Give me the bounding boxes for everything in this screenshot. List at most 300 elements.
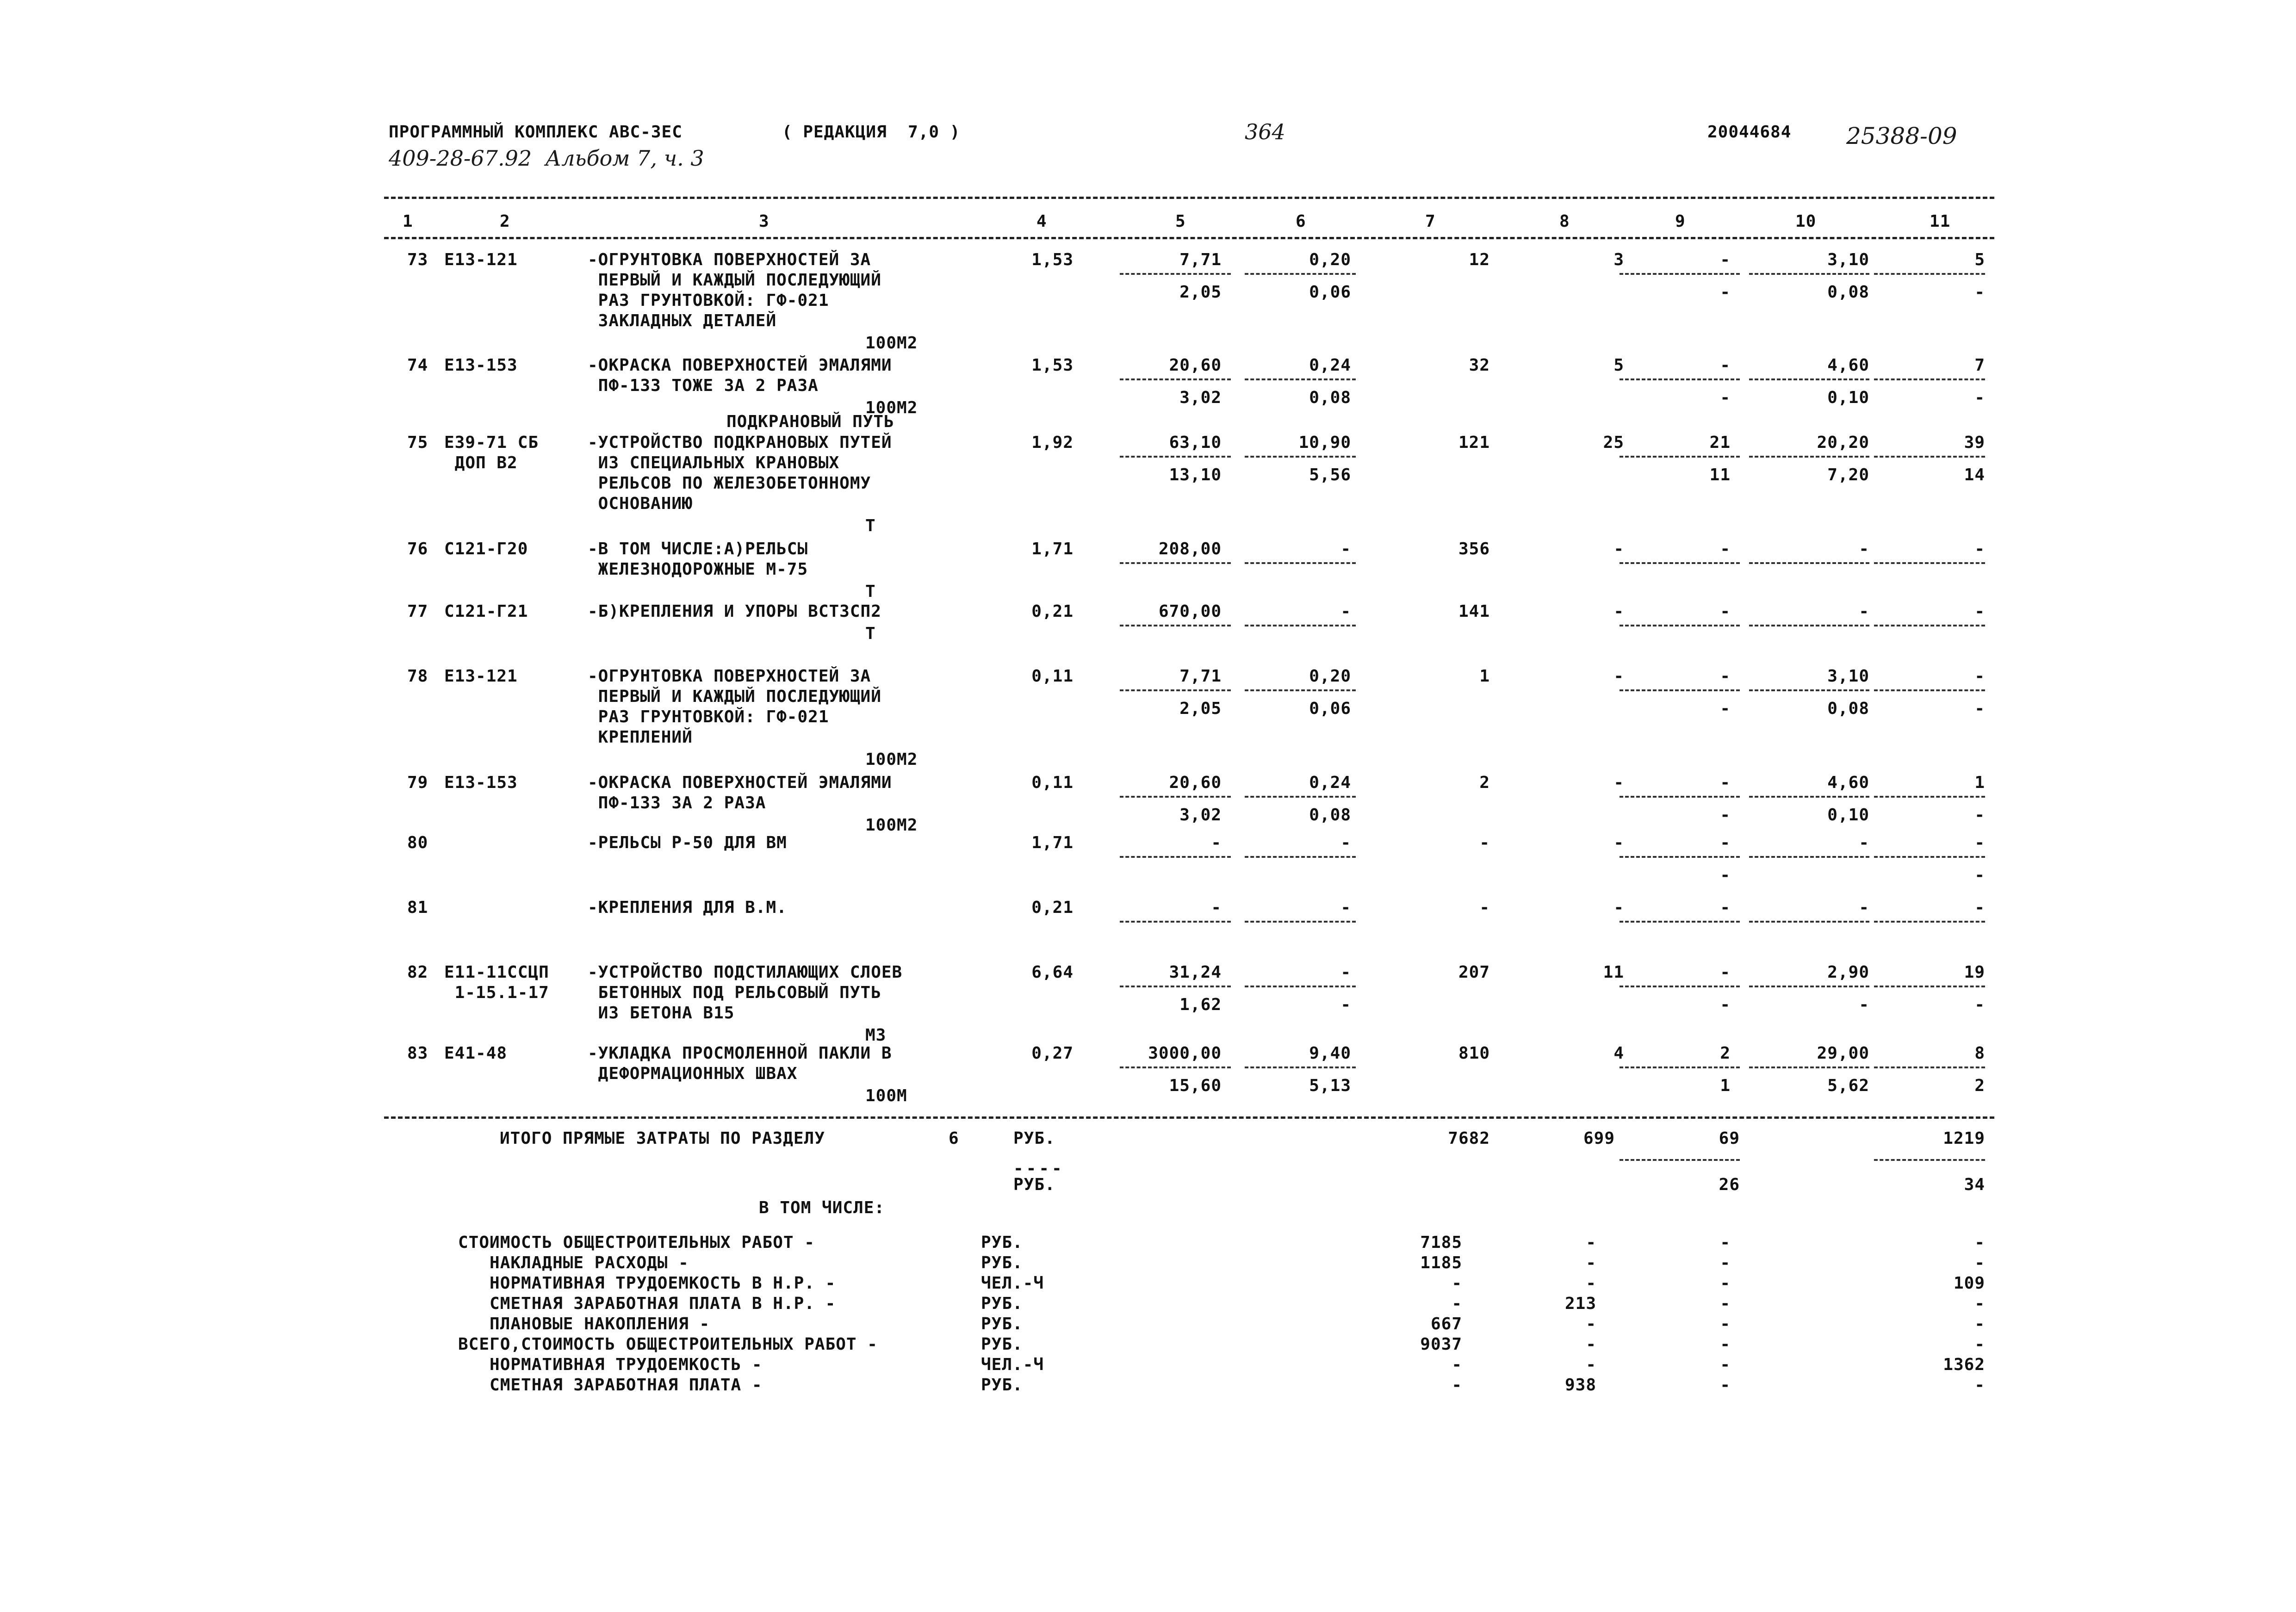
col11-labor-machine: - bbox=[1974, 699, 1985, 718]
col5-rule bbox=[1120, 689, 1231, 691]
col5-unit-cost: 20,60 bbox=[1169, 773, 1222, 792]
col11-rule bbox=[1874, 456, 1985, 458]
col10-rule bbox=[1749, 273, 1869, 275]
col4-quantity: 1,53 bbox=[1031, 356, 1074, 375]
col5-unit-cost: 208,00 bbox=[1158, 539, 1222, 558]
summary-col9: - bbox=[1720, 1274, 1731, 1293]
col4-quantity: 1,71 bbox=[1031, 833, 1074, 852]
header-top-rule bbox=[384, 197, 1994, 199]
col10-labor-machine: - bbox=[1859, 995, 1869, 1014]
unit-of-measure: М3 bbox=[865, 1026, 887, 1045]
total-col7: 7682 bbox=[1448, 1129, 1490, 1148]
col7-total-cost: 32 bbox=[1469, 356, 1490, 375]
col10-rule bbox=[1749, 856, 1869, 858]
summary-unit: РУБ. bbox=[981, 1233, 1023, 1252]
col9-machine-wage: - bbox=[1720, 995, 1731, 1014]
col9-machine: - bbox=[1720, 602, 1731, 621]
col9-machine-wage: - bbox=[1720, 806, 1731, 825]
total-unit-a: РУБ. bbox=[1013, 1129, 1055, 1148]
col9-machine-wage: - bbox=[1720, 866, 1731, 885]
col10-labor: - bbox=[1859, 539, 1869, 558]
col6-rule bbox=[1245, 378, 1356, 380]
col7-total-cost: 810 bbox=[1458, 1044, 1490, 1063]
summary-col9: - bbox=[1720, 1294, 1731, 1313]
summary-col11: - bbox=[1974, 1376, 1985, 1395]
col11-labor-total: - bbox=[1974, 667, 1985, 686]
col4-quantity: 6,64 bbox=[1031, 963, 1074, 982]
col9-rule bbox=[1620, 689, 1740, 691]
col5-rule bbox=[1120, 378, 1231, 380]
col8-total-wage: 4 bbox=[1613, 1044, 1624, 1063]
col6-unit-wage: 0,24 bbox=[1309, 356, 1351, 375]
col4-quantity: 0,11 bbox=[1031, 773, 1074, 792]
col5-machine-cost: 3,02 bbox=[1179, 806, 1222, 825]
col4-quantity: 1,92 bbox=[1031, 433, 1074, 452]
col6-machine-wage: 0,06 bbox=[1309, 699, 1351, 718]
col10-rule bbox=[1749, 1066, 1869, 1068]
column-number: 4 bbox=[1036, 212, 1047, 231]
col5-unit-cost: - bbox=[1211, 833, 1222, 852]
col5-rule bbox=[1120, 921, 1231, 923]
col8-total-wage: - bbox=[1613, 667, 1624, 686]
row-number: 76 bbox=[407, 539, 428, 558]
summary-col9: - bbox=[1720, 1314, 1731, 1333]
col6-unit-wage: 0,24 bbox=[1309, 773, 1351, 792]
summary-label: НОРМАТИВНАЯ ТРУДОЕМКОСТЬ В Н.Р. - bbox=[458, 1274, 836, 1293]
row-number: 83 bbox=[407, 1044, 428, 1063]
col9-rule bbox=[1620, 986, 1740, 987]
edition-label: ( РЕДАКЦИЯ 7,0 ) bbox=[782, 123, 961, 142]
col8-total-wage: - bbox=[1613, 539, 1624, 558]
unit-of-measure: 100М2 bbox=[865, 398, 918, 417]
row-number: 81 bbox=[407, 898, 428, 917]
col6-unit-wage: 0,20 bbox=[1309, 250, 1351, 269]
col10-labor: 20,20 bbox=[1817, 433, 1869, 452]
col7-total-cost: - bbox=[1479, 898, 1490, 917]
total-label: ИТОГО ПРЯМЫЕ ЗАТРАТЫ ПО РАЗДЕЛУ bbox=[500, 1129, 825, 1148]
album-reference: 409-28-67.92 Альбом 7, ч. 3 bbox=[389, 146, 704, 171]
col11-labor-total: - bbox=[1974, 602, 1985, 621]
summary-unit: РУБ. bbox=[981, 1253, 1023, 1272]
col10-rule bbox=[1749, 689, 1869, 691]
col6-rule bbox=[1245, 273, 1356, 275]
col6-machine-wage: 0,08 bbox=[1309, 806, 1351, 825]
col11-labor-total: 5 bbox=[1974, 250, 1985, 269]
unit-of-measure: Т bbox=[865, 582, 876, 601]
col10-labor: 2,90 bbox=[1827, 963, 1869, 982]
unit-of-measure: Т bbox=[865, 624, 876, 643]
work-description: -ОГРУНТОВКА ПОВЕРХНОСТЕЙ ЗА ПЕРВЫЙ И КАЖДЫЙ ПОСЛЕДУЮЩИЙ РАЗ ГРУНТОВКОЙ: ГФ-021 ЗАКЛАДНЫХ ДЕТАЛЕЙ bbox=[588, 250, 881, 330]
col4-quantity: 0,27 bbox=[1031, 1044, 1074, 1063]
col11-labor-total: 7 bbox=[1974, 356, 1985, 375]
summary-col8: - bbox=[1586, 1233, 1596, 1252]
col5-machine-cost: 13,10 bbox=[1169, 465, 1222, 484]
work-description: -КРЕПЛЕНИЯ ДЛЯ В.М. bbox=[588, 898, 787, 917]
column-number: 6 bbox=[1296, 212, 1306, 231]
col6-unit-wage: - bbox=[1340, 833, 1351, 852]
col5-rule bbox=[1120, 562, 1231, 564]
work-description: -УКЛАДКА ПРОСМОЛЕННОЙ ПАКЛИ В ДЕФОРМАЦИОННЫХ ШВАХ bbox=[588, 1044, 892, 1083]
col6-rule bbox=[1245, 986, 1356, 987]
col10-labor-machine: 0,10 bbox=[1827, 388, 1869, 407]
col9-rule bbox=[1620, 625, 1740, 626]
col11-rule bbox=[1874, 796, 1985, 798]
col6-unit-wage: 0,20 bbox=[1309, 667, 1351, 686]
col9-rule bbox=[1620, 856, 1740, 858]
col6-unit-wage: - bbox=[1340, 539, 1351, 558]
rate-code: Е41-48 bbox=[444, 1044, 508, 1063]
summary-col7: 7185 bbox=[1420, 1233, 1462, 1252]
summary-col9: - bbox=[1720, 1376, 1731, 1395]
col7-total-cost: 1 bbox=[1479, 667, 1490, 686]
col6-rule bbox=[1245, 689, 1356, 691]
col5-rule bbox=[1120, 986, 1231, 987]
col4-quantity: 1,71 bbox=[1031, 539, 1074, 558]
total-col11a: 1219 bbox=[1943, 1129, 1985, 1148]
col10-labor: 3,10 bbox=[1827, 250, 1869, 269]
col6-machine-wage: 0,06 bbox=[1309, 283, 1351, 302]
col5-unit-cost: 63,10 bbox=[1169, 433, 1222, 452]
summary-unit: РУБ. bbox=[981, 1314, 1023, 1333]
column-number: 2 bbox=[500, 212, 510, 231]
summary-col9: - bbox=[1720, 1233, 1731, 1252]
unit-of-measure: 100М bbox=[865, 1086, 907, 1105]
col6-machine-wage: 5,56 bbox=[1309, 465, 1351, 484]
col11-rule bbox=[1874, 856, 1985, 858]
summary-col11: 109 bbox=[1953, 1274, 1985, 1293]
col9-machine: - bbox=[1720, 898, 1731, 917]
work-description: -ОКРАСКА ПОВЕРХНОСТЕЙ ЭМАЛЯМИ ПФ-133 ТОЖЕ ЗА 2 РАЗА bbox=[588, 356, 892, 395]
col10-labor-machine: 0,08 bbox=[1827, 699, 1869, 718]
col5-rule bbox=[1120, 796, 1231, 798]
including-label: В ТОМ ЧИСЛЕ: bbox=[759, 1198, 885, 1217]
col5-rule bbox=[1120, 625, 1231, 626]
total-section: 6 bbox=[949, 1129, 959, 1148]
col6-rule bbox=[1245, 921, 1356, 923]
col6-rule bbox=[1245, 856, 1356, 858]
total-col11-rule bbox=[1874, 1159, 1985, 1161]
summary-unit: РУБ. bbox=[981, 1376, 1023, 1395]
col10-labor: - bbox=[1859, 833, 1869, 852]
summary-col7: - bbox=[1452, 1274, 1462, 1293]
total-col9-rule bbox=[1620, 1159, 1740, 1161]
col8-total-wage: - bbox=[1613, 898, 1624, 917]
summary-label: СМЕТНАЯ ЗАРАБОТНАЯ ПЛАТА - bbox=[458, 1376, 763, 1395]
col9-machine-wage: - bbox=[1720, 388, 1731, 407]
col11-labor-total: - bbox=[1974, 539, 1985, 558]
total-unit-b: РУБ. bbox=[1013, 1175, 1055, 1194]
row-number: 80 bbox=[407, 833, 428, 852]
rate-code: Е13-121 bbox=[444, 250, 518, 269]
summary-col7: 9037 bbox=[1420, 1335, 1462, 1354]
work-description: -РЕЛЬСЫ Р-50 ДЛЯ ВМ bbox=[588, 833, 787, 852]
col9-machine: - bbox=[1720, 250, 1731, 269]
total-col9a: 69 bbox=[1719, 1129, 1740, 1148]
summary-label: ВСЕГО,СТОИМОСТЬ ОБЩЕСТРОИТЕЛЬНЫХ РАБОТ - bbox=[458, 1335, 878, 1354]
col11-rule bbox=[1874, 378, 1985, 380]
total-col8: 699 bbox=[1583, 1129, 1615, 1148]
summary-col8: - bbox=[1586, 1274, 1596, 1293]
col6-machine-wage: 5,13 bbox=[1309, 1076, 1351, 1095]
col11-labor-total: - bbox=[1974, 898, 1985, 917]
rate-code: Е11-11ССЦП 1-15.1-17 bbox=[444, 963, 549, 1002]
col9-machine-wage: 11 bbox=[1709, 465, 1731, 484]
col9-machine: 2 bbox=[1720, 1044, 1731, 1063]
col6-unit-wage: 10,90 bbox=[1298, 433, 1351, 452]
summary-col9: - bbox=[1720, 1355, 1731, 1374]
column-number: 3 bbox=[759, 212, 769, 231]
col9-rule bbox=[1620, 378, 1740, 380]
summary-col11: - bbox=[1974, 1294, 1985, 1313]
column-number: 5 bbox=[1175, 212, 1186, 231]
work-description: -ОГРУНТОВКА ПОВЕРХНОСТЕЙ ЗА ПЕРВЫЙ И КАЖДЫЙ ПОСЛЕДУЮЩИЙ РАЗ ГРУНТОВКОЙ: ГФ-021 КРЕПЛЕНИЙ bbox=[588, 667, 881, 747]
col8-total-wage: 11 bbox=[1603, 963, 1624, 982]
rate-code: С121-Г21 bbox=[444, 602, 528, 621]
col10-rule bbox=[1749, 921, 1869, 923]
col6-rule bbox=[1245, 456, 1356, 458]
col5-unit-cost: 7,71 bbox=[1179, 250, 1222, 269]
col10-rule bbox=[1749, 456, 1869, 458]
col6-unit-wage: - bbox=[1340, 602, 1351, 621]
col10-rule bbox=[1749, 986, 1869, 987]
summary-label: НОРМАТИВНАЯ ТРУДОЕМКОСТЬ - bbox=[458, 1355, 763, 1374]
col9-rule bbox=[1620, 456, 1740, 458]
col6-unit-wage: 9,40 bbox=[1309, 1044, 1351, 1063]
col5-unit-cost: 670,00 bbox=[1158, 602, 1222, 621]
col11-rule bbox=[1874, 273, 1985, 275]
col8-total-wage: 25 bbox=[1603, 433, 1624, 452]
col10-rule bbox=[1749, 796, 1869, 798]
col10-rule bbox=[1749, 378, 1869, 380]
page-number: 364 bbox=[1245, 119, 1285, 144]
row-number: 74 bbox=[407, 356, 428, 375]
summary-col11: - bbox=[1974, 1335, 1985, 1354]
col10-labor-machine: 7,20 bbox=[1827, 465, 1869, 484]
row-number: 79 bbox=[407, 773, 428, 792]
col9-rule bbox=[1620, 562, 1740, 564]
summary-unit: РУБ. bbox=[981, 1335, 1023, 1354]
col5-rule bbox=[1120, 856, 1231, 858]
rate-code: Е13-153 bbox=[444, 356, 518, 375]
col9-rule bbox=[1620, 796, 1740, 798]
total-col11b: 34 bbox=[1964, 1175, 1985, 1194]
col10-labor: 29,00 bbox=[1817, 1044, 1869, 1063]
col5-unit-cost: 20,60 bbox=[1169, 356, 1222, 375]
total-col9b: 26 bbox=[1719, 1175, 1740, 1194]
col10-labor: 4,60 bbox=[1827, 356, 1869, 375]
rate-code: С121-Г20 bbox=[444, 539, 528, 558]
column-number: 11 bbox=[1930, 212, 1951, 231]
col11-rule bbox=[1874, 562, 1985, 564]
col11-labor-total: 19 bbox=[1964, 963, 1985, 982]
summary-label: ПЛАНОВЫЕ НАКОПЛЕНИЯ - bbox=[458, 1314, 710, 1333]
summary-col8: - bbox=[1586, 1355, 1596, 1374]
work-description: -ОКРАСКА ПОВЕРХНОСТЕЙ ЭМАЛЯМИ ПФ-133 ЗА 2 РАЗА bbox=[588, 773, 892, 812]
col6-unit-wage: - bbox=[1340, 963, 1351, 982]
col7-total-cost: 2 bbox=[1479, 773, 1490, 792]
col6-rule bbox=[1245, 562, 1356, 564]
document-code: 20044684 bbox=[1707, 123, 1792, 142]
rate-code: Е13-153 bbox=[444, 773, 518, 792]
row-number: 75 bbox=[407, 433, 428, 452]
col9-machine: 21 bbox=[1709, 433, 1731, 452]
col11-labor-machine: - bbox=[1974, 388, 1985, 407]
summary-col7: - bbox=[1452, 1355, 1462, 1374]
summary-col7: - bbox=[1452, 1294, 1462, 1313]
col5-machine-cost: 1,62 bbox=[1179, 995, 1222, 1014]
program-name: ПРОГРАММНЫЙ КОМПЛЕКС АВС-3ЕС bbox=[389, 123, 683, 142]
col6-rule bbox=[1245, 1066, 1356, 1068]
col9-machine: - bbox=[1720, 773, 1731, 792]
col7-total-cost: 121 bbox=[1458, 433, 1490, 452]
summary-col8: - bbox=[1586, 1335, 1596, 1354]
handwritten-code: 25388-09 bbox=[1846, 123, 1957, 149]
work-description: -В ТОМ ЧИСЛЕ:А)РЕЛЬСЫ ЖЕЛЕЗНОДОРОЖНЫЕ М-75 bbox=[588, 539, 808, 579]
row-number: 78 bbox=[407, 667, 428, 686]
summary-unit: ЧЕЛ.-Ч bbox=[981, 1355, 1044, 1374]
col10-labor: - bbox=[1859, 898, 1869, 917]
col4-quantity: 1,53 bbox=[1031, 250, 1074, 269]
col5-rule bbox=[1120, 273, 1231, 275]
col9-machine-wage: - bbox=[1720, 283, 1731, 302]
summary-unit: ЧЕЛ.-Ч bbox=[981, 1274, 1044, 1293]
col11-labor-machine: - bbox=[1974, 806, 1985, 825]
col11-labor-machine: 14 bbox=[1964, 465, 1985, 484]
work-description: -Б)КРЕПЛЕНИЯ И УПОРЫ ВСТЗСП2 bbox=[588, 602, 881, 621]
col8-total-wage: - bbox=[1613, 602, 1624, 621]
work-description: -УСТРОЙСТВО ПОДСТИЛАЮЩИХ СЛОЕВ БЕТОННЫХ ПОД РЕЛЬСОВЫЙ ПУТЬ ИЗ БЕТОНА В15 bbox=[588, 963, 903, 1023]
col6-machine-wage: 0,08 bbox=[1309, 388, 1351, 407]
col7-total-cost: 356 bbox=[1458, 539, 1490, 558]
col11-rule bbox=[1874, 689, 1985, 691]
col8-total-wage: - bbox=[1613, 773, 1624, 792]
col7-total-cost: 12 bbox=[1469, 250, 1490, 269]
summary-col11: - bbox=[1974, 1233, 1985, 1252]
col11-labor-total: 1 bbox=[1974, 773, 1985, 792]
col10-rule bbox=[1749, 625, 1869, 626]
rate-code: Е39-71 СБ ДОП В2 bbox=[444, 433, 539, 472]
row-number: 82 bbox=[407, 963, 428, 982]
summary-label: НАКЛАДНЫЕ РАСХОДЫ - bbox=[458, 1253, 689, 1272]
summary-col11: - bbox=[1974, 1314, 1985, 1333]
col10-labor: 3,10 bbox=[1827, 667, 1869, 686]
unit-of-measure: Т bbox=[865, 516, 876, 535]
summary-col7: 667 bbox=[1430, 1314, 1462, 1333]
col10-rule bbox=[1749, 562, 1869, 564]
work-description: -УСТРОЙСТВО ПОДКРАНОВЫХ ПУТЕЙ ИЗ СПЕЦИАЛЬНЫХ КРАНОВЫХ РЕЛЬСОВ ПО ЖЕЛЕЗОБЕТОННОМУ ОСНОВАНИЮ bbox=[588, 433, 892, 513]
col8-total-wage: 3 bbox=[1613, 250, 1624, 269]
col11-labor-machine: 2 bbox=[1974, 1076, 1985, 1095]
col4-quantity: 0,21 bbox=[1031, 898, 1074, 917]
col10-labor-machine: 5,62 bbox=[1827, 1076, 1869, 1095]
column-number: 7 bbox=[1425, 212, 1436, 231]
summary-col8: 938 bbox=[1564, 1376, 1596, 1395]
col6-rule bbox=[1245, 796, 1356, 798]
col8-total-wage: - bbox=[1613, 833, 1624, 852]
summary-col11: - bbox=[1974, 1253, 1985, 1272]
col7-total-cost: 207 bbox=[1458, 963, 1490, 982]
column-number: 9 bbox=[1675, 212, 1686, 231]
summary-col8: - bbox=[1586, 1253, 1596, 1272]
col10-labor-machine: 0,08 bbox=[1827, 283, 1869, 302]
col5-machine-cost: 2,05 bbox=[1179, 699, 1222, 718]
col9-machine: - bbox=[1720, 356, 1731, 375]
col5-unit-cost: - bbox=[1211, 898, 1222, 917]
col9-rule bbox=[1620, 1066, 1740, 1068]
table-bottom-rule bbox=[384, 1116, 1994, 1119]
col11-labor-total: 39 bbox=[1964, 433, 1985, 452]
col11-rule bbox=[1874, 921, 1985, 923]
col11-labor-total: 8 bbox=[1974, 1044, 1985, 1063]
summary-label: СТОИМОСТЬ ОБЩЕСТРОИТЕЛЬНЫХ РАБОТ - bbox=[458, 1233, 815, 1252]
column-number: 8 bbox=[1559, 212, 1570, 231]
row-number: 73 bbox=[407, 250, 428, 269]
col4-quantity: 0,11 bbox=[1031, 667, 1074, 686]
summary-label: СМЕТНАЯ ЗАРАБОТНАЯ ПЛАТА В Н.Р. - bbox=[458, 1294, 836, 1313]
summary-col9: - bbox=[1720, 1253, 1731, 1272]
col9-rule bbox=[1620, 273, 1740, 275]
col11-labor-machine: - bbox=[1974, 283, 1985, 302]
col6-rule bbox=[1245, 625, 1356, 626]
col11-labor-machine: - bbox=[1974, 866, 1985, 885]
rate-code: Е13-121 bbox=[444, 667, 518, 686]
col4-quantity: 0,21 bbox=[1031, 602, 1074, 621]
col5-machine-cost: 2,05 bbox=[1179, 283, 1222, 302]
col6-unit-wage: - bbox=[1340, 898, 1351, 917]
col5-unit-cost: 31,24 bbox=[1169, 963, 1222, 982]
summary-col9: - bbox=[1720, 1335, 1731, 1354]
summary-col7: - bbox=[1452, 1376, 1462, 1395]
col5-machine-cost: 15,60 bbox=[1169, 1076, 1222, 1095]
col9-machine-wage: 1 bbox=[1720, 1076, 1731, 1095]
col11-labor-total: - bbox=[1974, 833, 1985, 852]
col5-rule bbox=[1120, 1066, 1231, 1068]
summary-col8: 213 bbox=[1564, 1294, 1596, 1313]
col11-labor-machine: - bbox=[1974, 995, 1985, 1014]
col11-rule bbox=[1874, 986, 1985, 987]
row-number: 77 bbox=[407, 602, 428, 621]
col9-rule bbox=[1620, 921, 1740, 923]
col10-labor: - bbox=[1859, 602, 1869, 621]
column-number: 10 bbox=[1795, 212, 1817, 231]
unit-of-measure: 100М2 bbox=[865, 816, 918, 835]
summary-unit: РУБ. bbox=[981, 1294, 1023, 1313]
col5-rule bbox=[1120, 456, 1231, 458]
col9-machine: - bbox=[1720, 667, 1731, 686]
col7-total-cost: 141 bbox=[1458, 602, 1490, 621]
summary-col11: 1362 bbox=[1943, 1355, 1985, 1374]
col9-machine: - bbox=[1720, 833, 1731, 852]
col5-machine-cost: 3,02 bbox=[1179, 388, 1222, 407]
col7-total-cost: - bbox=[1479, 833, 1490, 852]
column-number: 1 bbox=[403, 212, 413, 231]
col9-machine: - bbox=[1720, 963, 1731, 982]
unit-of-measure: 100М2 bbox=[865, 334, 918, 353]
section-heading: ПОДКРАНОВЫЙ ПУТЬ bbox=[726, 412, 894, 431]
total-unit-separator: ---- bbox=[1013, 1159, 1065, 1178]
col9-machine: - bbox=[1720, 539, 1731, 558]
summary-col7: 1185 bbox=[1420, 1253, 1462, 1272]
col10-labor-machine: 0,10 bbox=[1827, 806, 1869, 825]
col5-unit-cost: 3000,00 bbox=[1148, 1044, 1222, 1063]
summary-col8: - bbox=[1586, 1314, 1596, 1333]
col6-machine-wage: - bbox=[1340, 995, 1351, 1014]
col11-rule bbox=[1874, 625, 1985, 626]
col8-total-wage: 5 bbox=[1613, 356, 1624, 375]
col11-rule bbox=[1874, 1066, 1985, 1068]
col5-unit-cost: 7,71 bbox=[1179, 667, 1222, 686]
unit-of-measure: 100М2 bbox=[865, 750, 918, 769]
